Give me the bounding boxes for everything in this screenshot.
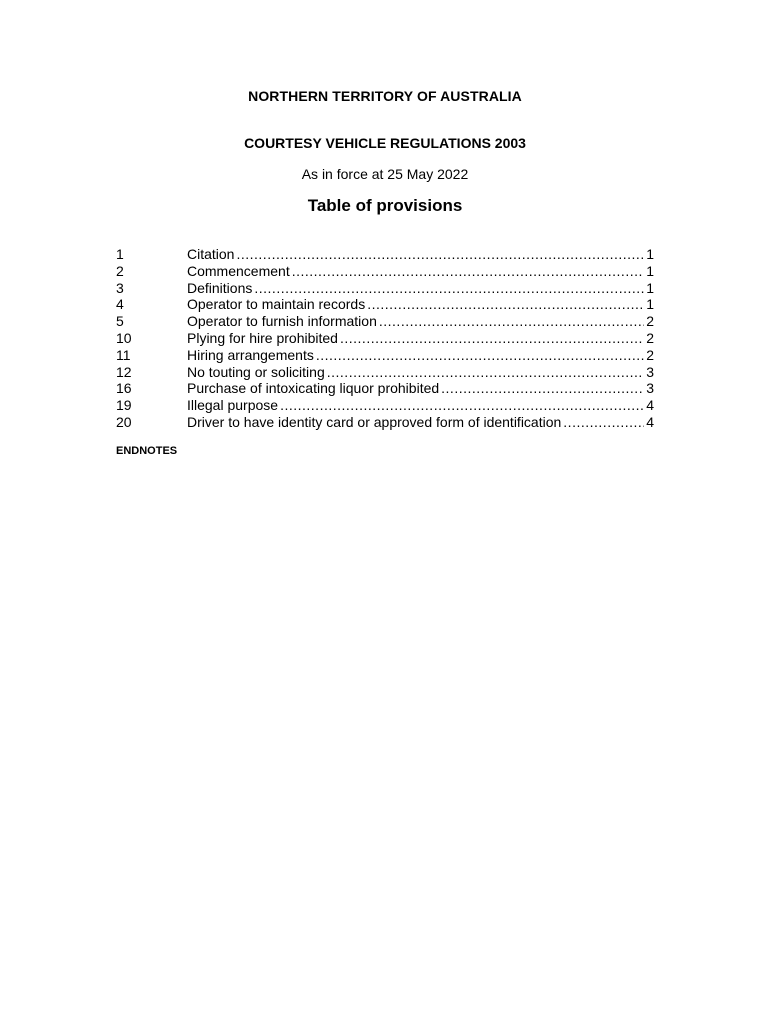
- toc-entry-number: 3: [116, 279, 124, 296]
- table-of-provisions: [116, 246, 654, 431]
- toc-entry[interactable]: [116, 364, 654, 381]
- toc-entry[interactable]: [116, 313, 654, 330]
- toc-dot-leader: [379, 313, 644, 330]
- toc-dot-leader: [236, 246, 644, 263]
- toc-entry-title: Operator to furnish information: [187, 313, 377, 330]
- toc-entry-title: Operator to maintain records: [187, 296, 366, 313]
- toc-entry-page: 4: [646, 397, 654, 414]
- toc-heading: Table of provisions: [307, 196, 463, 215]
- toc-entry-number: 16: [116, 380, 132, 397]
- toc-entry-page: 4: [646, 413, 654, 430]
- toc-entry-title: Definitions: [187, 279, 253, 296]
- toc-entry-page: 2: [646, 313, 654, 330]
- toc-dot-leader: [292, 263, 645, 280]
- toc-entry-number: 11: [116, 346, 131, 363]
- toc-dot-leader: [441, 380, 644, 397]
- toc-entry-title: Driver to have identity card or approved form of identification: [187, 413, 562, 430]
- toc-entry-number: 2: [116, 262, 124, 279]
- toc-entry[interactable]: [116, 380, 654, 397]
- toc-entry[interactable]: [116, 280, 654, 297]
- endnotes-link[interactable]: ENDNOTES: [116, 445, 178, 457]
- toc-dot-leader: [327, 364, 644, 381]
- toc-entry-title: Commencement: [187, 262, 290, 279]
- toc-entry-number: 4: [116, 296, 124, 313]
- toc-entry-page: 2: [646, 346, 654, 363]
- toc-entry-page: 1: [646, 296, 654, 313]
- toc-entry-title: Citation: [187, 246, 235, 262]
- toc-entry-title: No touting or soliciting: [187, 363, 325, 380]
- toc-dot-leader: [254, 280, 644, 297]
- toc-entry[interactable]: [116, 263, 654, 280]
- toc-entry-title: Plying for hire prohibited: [187, 329, 338, 346]
- toc-entry[interactable]: [116, 330, 654, 347]
- toc-entry-title: Purchase of intoxicating liquor prohibited: [187, 380, 440, 397]
- toc-dot-leader: [563, 414, 644, 431]
- toc-dot-leader: [367, 296, 644, 313]
- toc-dot-leader: [280, 397, 644, 414]
- toc-entry-number: 5: [116, 313, 124, 330]
- toc-entry[interactable]: [116, 414, 654, 431]
- regulation-title: COURTESY VEHICLE REGULATIONS 2003: [244, 135, 526, 151]
- toc-entry-page: 1: [646, 279, 654, 296]
- toc-entry-number: 19: [116, 397, 132, 414]
- toc-entry-title: Hiring arrangements: [187, 346, 314, 363]
- toc-dot-leader: [340, 330, 644, 347]
- toc-entry-page: 2: [646, 329, 654, 346]
- toc-entry[interactable]: [116, 296, 654, 313]
- toc-entry-number: 20: [116, 413, 132, 430]
- toc-entry-page: 3: [646, 380, 654, 397]
- toc-entry[interactable]: [116, 397, 654, 414]
- toc-entry-title: Illegal purpose: [187, 397, 279, 414]
- toc-entry-page: 3: [646, 363, 654, 380]
- toc-entry[interactable]: [116, 246, 654, 263]
- toc-entry-number: 10: [116, 329, 132, 346]
- toc-entry-number: 1: [116, 246, 124, 262]
- toc-entry-page: 1: [646, 262, 654, 279]
- toc-entry-page: 1: [646, 246, 654, 262]
- toc-entry[interactable]: [116, 347, 654, 364]
- toc-entry-number: 12: [116, 363, 132, 380]
- toc-dot-leader: [316, 347, 644, 364]
- jurisdiction-heading: NORTHERN TERRITORY OF AUSTRALIA: [248, 88, 522, 104]
- in-force-date: As in force at 25 May 2022: [301, 166, 469, 182]
